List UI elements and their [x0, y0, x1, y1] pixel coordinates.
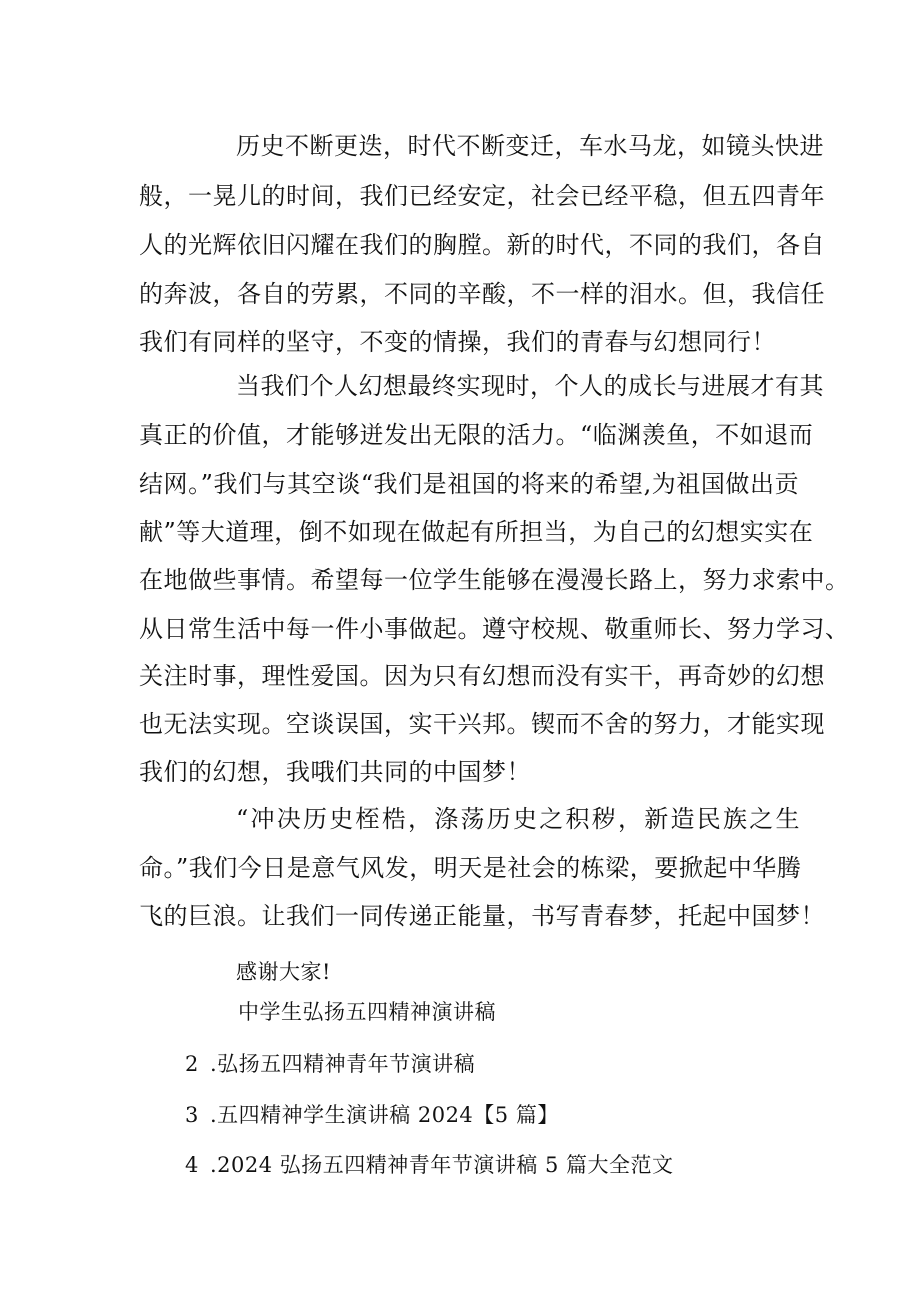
paragraph-2-line-9: 我们的幻想，我哦们共同的中国梦！: [139, 758, 531, 786]
paragraph-2-line-1: 当我们个人幻想最终实现时，个人的成长与进展才有其: [236, 372, 824, 400]
paragraph-3-line-2: 命。”我们今日是意气风发，明天是社会的栋梁，要掀起中华腾: [139, 854, 802, 882]
paragraph-3-line-3: 飞的巨浪。让我们一同传递正能量，书写青春梦，托起中国梦！: [139, 902, 825, 930]
paragraph-2-line-7: 关注时事，理性爱国。因为只有幻想而没有实干，再奇妙的幻想: [139, 662, 825, 690]
related-item-3-title[interactable]: .五四精神学生演讲稿 2024【5 篇】: [210, 1103, 559, 1127]
paragraph-1-line-1: 历史不断更迭，时代不断变迁，车水马龙，如镜头快进: [236, 132, 824, 160]
paragraph-1-line-4: 的奔波，各自的劳累，不同的辛酸，不一样的泪水。但，我信任: [139, 280, 825, 308]
paragraph-2-line-4: 献”等大道理，倒不如现在做起有所担当，为自己的幻想实实在: [139, 518, 814, 546]
related-item-4-title[interactable]: .2024 弘扬五四精神青年节演讲稿 5 篇大全范文: [210, 1153, 674, 1177]
paragraph-1-line-5: 我们有同样的坚守，不变的情操，我们的青春与幻想同行！: [139, 328, 776, 356]
paragraph-2-line-8: 也无法实现。空谈误国，实干兴邦。锲而不舍的努力，才能实现: [139, 710, 825, 738]
paragraph-2-line-5: 在地做些事情。希望每一位学生能够在漫漫长路上，努力求索中。: [139, 566, 850, 594]
paragraph-2-line-2: 真正的价值，才能够迸发出无限的活力。“临渊羡鱼，不如退而: [139, 421, 814, 449]
paragraph-2-line-6: 从日常生活中每一件小事做起。遵守校规、敬重师长、努力学习、: [139, 615, 850, 643]
closing-text: 感谢大家!: [236, 960, 331, 984]
related-item-2-number: 2: [185, 1052, 199, 1076]
paragraph-1-line-3: 人的光辉依旧闪耀在我们的胸膛。新的时代，不同的我们，各自: [139, 231, 825, 259]
subtitle: 中学生弘扬五四精神演讲稿: [238, 1000, 496, 1024]
paragraph-3-line-1: “冲决历史桎梏，涤荡历史之积秽，新造民族之生: [236, 805, 800, 833]
paragraph-2-line-3: 结网。”我们与其空谈“我们是祖国的将来的希望,为祖国做出贡: [139, 470, 799, 498]
related-item-2-title[interactable]: .弘扬五四精神青年节演讲稿: [210, 1052, 476, 1076]
related-item-4-number: 4: [185, 1153, 199, 1177]
paragraph-1-line-2: 般，一晃儿的时间，我们已经安定，社会已经平稳，但五四青年: [139, 182, 825, 210]
related-item-3-number: 3: [185, 1103, 199, 1127]
